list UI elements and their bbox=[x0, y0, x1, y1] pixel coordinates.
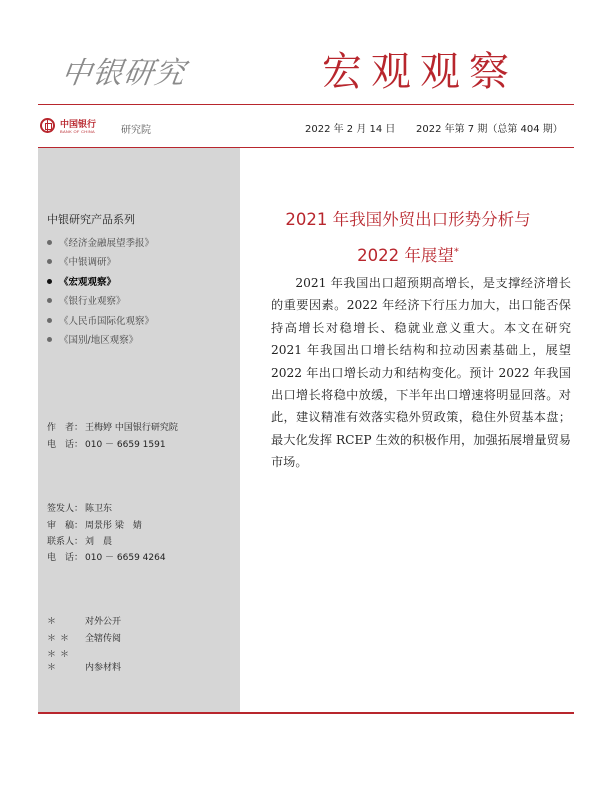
series-item[interactable] bbox=[47, 253, 154, 272]
contact-phone-row bbox=[47, 550, 166, 563]
contact-value: 刘 晨 bbox=[85, 537, 113, 547]
bullet-icon bbox=[47, 240, 52, 245]
footer-divider bbox=[38, 712, 574, 714]
bullet-icon bbox=[47, 259, 52, 264]
brand-calligraphy-logo: 中银研究 bbox=[59, 56, 188, 91]
series-item-label: 《国别/地区观察》 bbox=[59, 334, 139, 346]
classification-internal bbox=[47, 631, 121, 644]
series-item-label: 《银行业观察》 bbox=[59, 296, 126, 308]
footnote-mark: * bbox=[453, 246, 459, 258]
series-item-label: 《人民币国际化观察》 bbox=[59, 315, 155, 327]
bullet-icon bbox=[47, 337, 52, 342]
department-label: 研究院 bbox=[121, 125, 151, 136]
signer-label: 签发人： bbox=[47, 504, 84, 514]
classification-text: 全辖传阅 bbox=[85, 634, 122, 644]
issue-number: 2022 年第 7 期（总第 404 期） bbox=[416, 124, 563, 135]
bullet-icon bbox=[47, 298, 52, 303]
reviewers-value: 周景彤 梁 婧 bbox=[85, 521, 142, 531]
bank-name-en: BANK OF CHINA bbox=[60, 129, 96, 134]
classification-text: 对外公开 bbox=[85, 617, 122, 627]
series-item[interactable] bbox=[47, 331, 154, 350]
series-item[interactable] bbox=[47, 234, 154, 253]
bank-name-cn: 中国银行 bbox=[60, 120, 97, 130]
bank-of-china-logo-icon bbox=[40, 118, 55, 133]
series-item-active[interactable] bbox=[47, 273, 154, 292]
contact-row bbox=[47, 534, 112, 547]
classification-public bbox=[47, 614, 121, 627]
author-value: 王梅婷 中国银行研究院 bbox=[85, 423, 178, 433]
series-list bbox=[47, 234, 154, 350]
phone-value: 010 － 6659 1591 bbox=[85, 440, 166, 450]
publish-date: 2022 年 2 月 14 日 bbox=[305, 124, 396, 135]
phone-label: 电 话： bbox=[47, 440, 84, 450]
bullet-icon bbox=[47, 318, 52, 323]
series-item-label: 《经济金融展望季报》 bbox=[59, 238, 155, 249]
signer-value: 陈卫东 bbox=[85, 504, 113, 514]
author-row bbox=[47, 420, 178, 433]
series-item[interactable] bbox=[47, 312, 154, 331]
classification-stars: ＊ bbox=[47, 617, 61, 627]
contact-label: 联系人： bbox=[47, 537, 84, 547]
report-title-text: 2022 年展望 bbox=[357, 246, 454, 265]
author-phone-row bbox=[47, 437, 166, 450]
phone-label: 电 话： bbox=[47, 553, 84, 563]
classification-restricted bbox=[47, 647, 121, 673]
classification-stars: ＊＊ bbox=[47, 634, 74, 644]
classification-stars: ＊＊＊ bbox=[47, 650, 74, 673]
bullet-icon bbox=[47, 279, 52, 284]
abstract-paragraph: 2021 年我国出口超预期高增长，是支撑经济增长的重要因素。2022 年经济下行压力加大，出口能否保持高增长对稳增长、稳就业意义重大。本文在研究 2021 年我国出口增长结构和拉动因素基础上，展望 2022 年出口增长动力和结构变化。预计 2022 年我国出口增长将稳中放缓，下半年出口增速将明显回落。对此，建议精准有效落实稳外贸政策，稳住外贸基本盘；最大化发挥 RCEP 生效的积极作用，加强拓展增量贸易市场。 bbox=[271, 276, 571, 470]
reviewers-label: 审 稿： bbox=[47, 521, 84, 531]
series-item-label: 《宏观观察》 bbox=[59, 276, 117, 288]
phone-value: 010 － 6659 4264 bbox=[85, 553, 166, 563]
classification-text: 内参材料 bbox=[85, 663, 122, 673]
signer-row bbox=[47, 501, 112, 514]
publication-title: 宏观观察 bbox=[322, 49, 518, 95]
series-item[interactable] bbox=[47, 292, 154, 311]
report-title-line1: 2021 年我国外贸出口形势分析与 bbox=[285, 210, 531, 229]
header-divider bbox=[38, 104, 574, 105]
series-title: 中银研究产品系列 bbox=[47, 213, 135, 226]
reviewers-row bbox=[47, 518, 142, 531]
report-title-line2 bbox=[258, 242, 558, 266]
series-item-label: 《中银调研》 bbox=[59, 257, 117, 269]
author-label: 作 者： bbox=[47, 423, 84, 433]
